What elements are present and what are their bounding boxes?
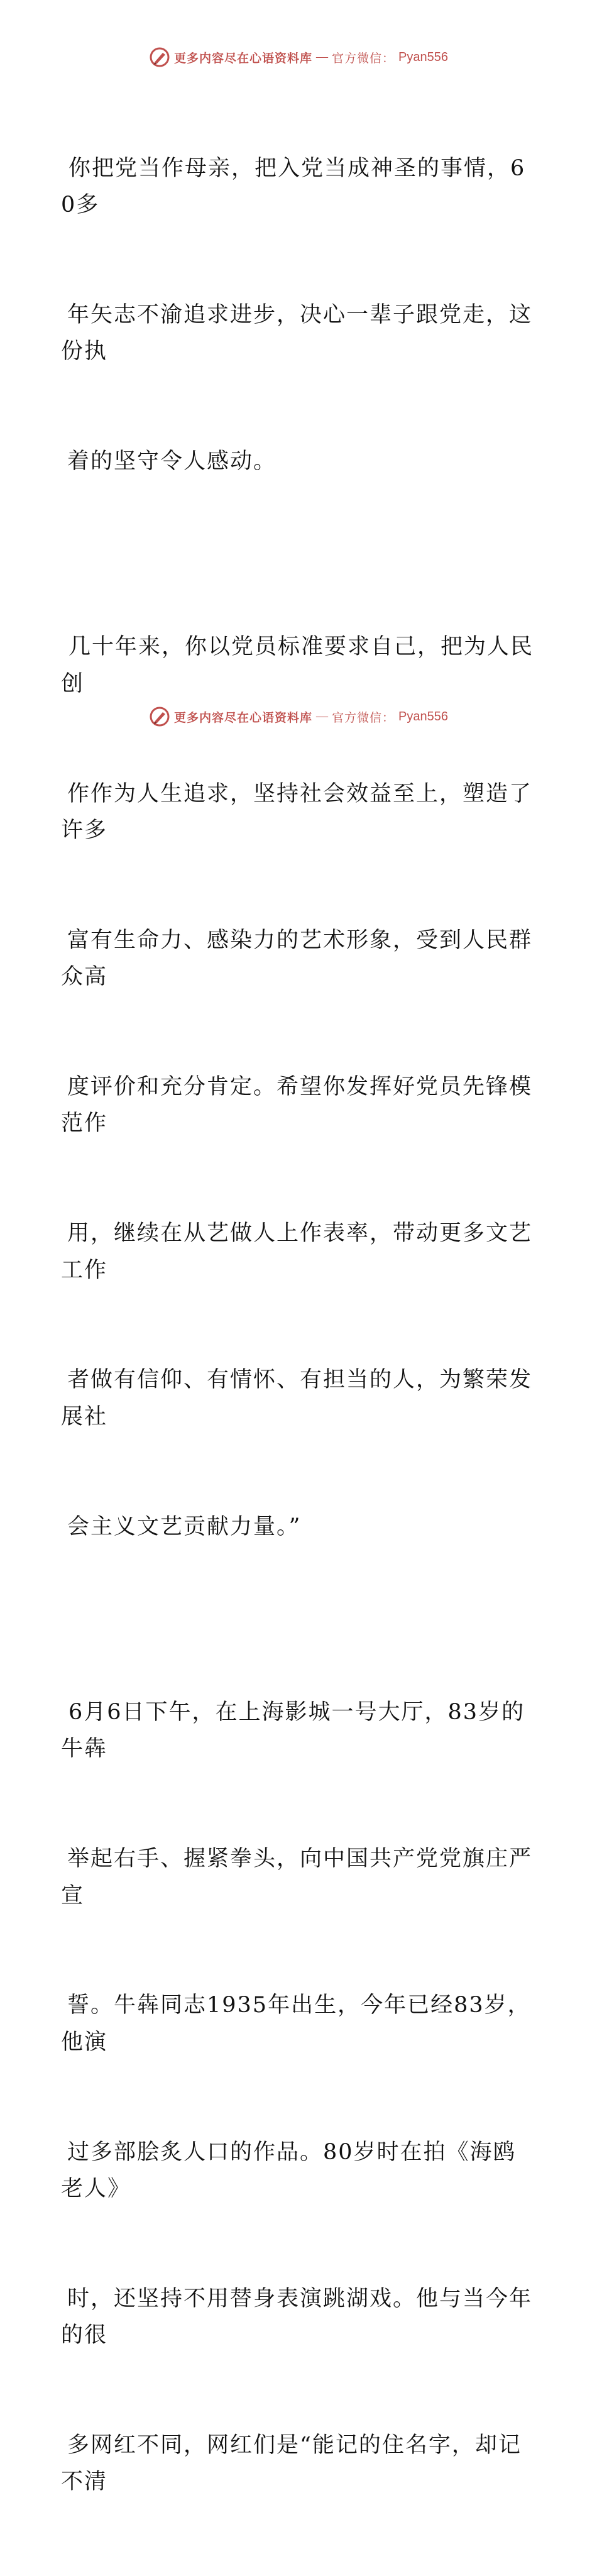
paragraph-line: 举起右手、握紧拳头，向中国共产党党旗庄严宣 [61, 1846, 533, 1908]
document-body [61, 77, 539, 2576]
paragraph-line: 度评价和充分肯定。希望你发挥好党员先锋模范作 [61, 1074, 533, 1137]
paragraph-line: 多网红不同，网红们是“能记的住名字，却记不清 [61, 2433, 522, 2495]
paragraph-line: 6月6日下午，在上海影城一号大厅，83岁的牛犇 [61, 1700, 525, 1762]
paragraph-line: 着的坚守令人感动。 [67, 448, 277, 474]
paragraph-line: 作作为人生追求，坚持社会效益至上，塑造了许多 [61, 781, 533, 843]
footer-banner-dash: — [316, 710, 329, 723]
pen-logo-icon [149, 47, 170, 68]
header-banner-title: 更多内容尽在心语资料库 [174, 51, 313, 65]
pen-logo-icon [149, 706, 170, 727]
paragraph-line: 年矢志不渝追求进步，决心一辈子跟党走，这份执 [61, 302, 533, 365]
paragraph-1 [61, 77, 539, 553]
footer-banner [0, 704, 597, 729]
header-banner [0, 45, 597, 70]
header-banner-wechat-id: Pyan556 [398, 50, 448, 64]
paragraph-line: 誓。牛犇同志1935年出生，今年已经83岁，他演 [61, 1993, 531, 2055]
paragraph-3 [61, 1621, 539, 2573]
header-banner-dash: — [316, 50, 329, 63]
footer-banner-wechat-label: 官方微信： [332, 710, 395, 725]
footer-banner-wechat-id: Pyan556 [398, 709, 448, 724]
paragraph-line: 会主义文艺贡献力量。” [67, 1514, 302, 1539]
paragraph-line: 时，还坚持不用替身表演跳湖戏。他与当今年的很 [61, 2286, 533, 2348]
paragraph-line: 者做有信仰、有情怀、有担当的人，为繁荣发展社 [61, 1367, 533, 1429]
paragraph-line: 富有生命力、感染力的艺术形象，受到人民群众高 [61, 927, 533, 990]
paragraph-line: 你把党当作母亲，把入党当成神圣的事情，60多 [61, 155, 526, 217]
paragraph-line: 用，继续在从艺做人上作表率，带动更多文艺工作 [61, 1221, 533, 1283]
paragraph-line: 几十年来，你以党员标准要求自己，把为人民创 [61, 634, 534, 696]
header-banner-wechat-label: 官方微信： [332, 51, 395, 65]
footer-banner-title: 更多内容尽在心语资料库 [174, 710, 313, 725]
paragraph-line: 过多部脍炙人口的作品。80岁时在拍《海鸥老人》 [61, 2139, 517, 2201]
